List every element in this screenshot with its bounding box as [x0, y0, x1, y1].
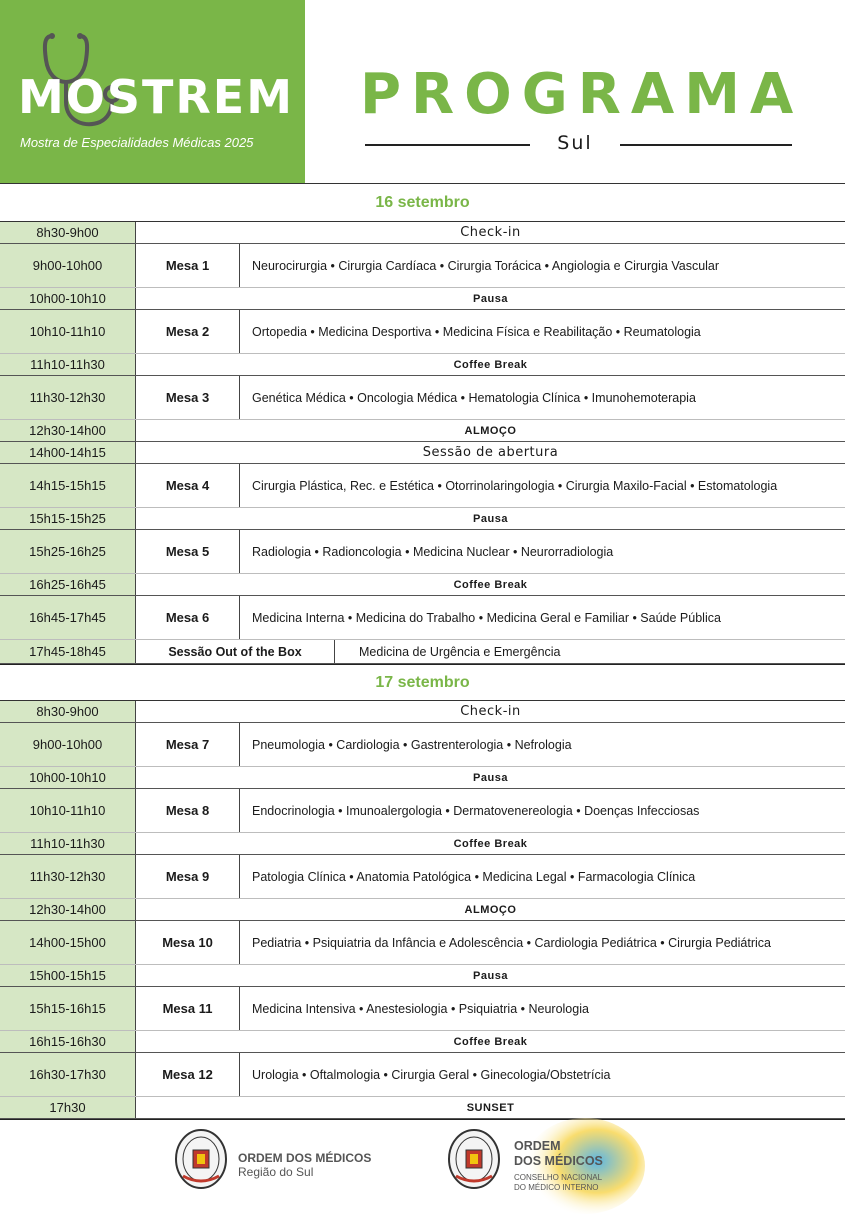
schedule-row	[0, 508, 845, 530]
schedule-row	[0, 701, 845, 723]
mesa-label: Mesa 1	[136, 244, 240, 287]
org2-name-line2: DOS MÉDICOS	[514, 1154, 603, 1168]
specialties-list: Patologia Clínica • Anatomia Patológica • Medicina Legal • Farmacologia Clínica	[252, 869, 696, 884]
time-cell: 8h30-9h00	[0, 701, 136, 722]
session-label: Check-in	[460, 704, 521, 719]
session-label: Pausa	[473, 969, 508, 982]
schedule-row	[0, 789, 845, 833]
specialties-list: Medicina Interna • Medicina do Trabalho • Medicina Geral e Familiar • Saúde Pública	[252, 610, 721, 625]
schedule-row	[0, 921, 845, 965]
time-cell: 16h30-17h30	[0, 1053, 136, 1096]
time-cell: 14h15-15h15	[0, 464, 136, 507]
time-cell: 15h25-16h25	[0, 530, 136, 573]
schedule-row	[0, 767, 845, 789]
org2-sub-line2: DO MÉDICO INTERNO	[514, 1183, 599, 1192]
org1-name: ORDEM DOS MÉDICOS	[238, 1151, 372, 1165]
time-cell: 15h15-16h15	[0, 987, 136, 1030]
time-cell: 17h45-18h45	[0, 640, 136, 663]
schedule-table	[0, 184, 845, 1120]
specialties-list: Medicina de Urgência e Emergência	[359, 644, 561, 659]
day-title: 16 setembro	[0, 184, 845, 222]
header	[0, 0, 849, 184]
session-label: ALMOÇO	[464, 424, 517, 437]
special-session-label: Sessão Out of the Box	[136, 640, 335, 663]
schedule-row	[0, 855, 845, 899]
schedule-row	[0, 530, 845, 574]
time-cell: 14h00-15h00	[0, 921, 136, 964]
mesa-label: Mesa 10	[136, 921, 240, 964]
time-cell: 12h30-14h00	[0, 420, 136, 441]
specialties-list: Neurocirurgia • Cirurgia Cardíaca • Cirurgia Torácica • Angiologia e Cirurgia Vascular	[252, 258, 720, 273]
mesa-label: Mesa 4	[136, 464, 240, 507]
time-cell: 9h00-10h00	[0, 244, 136, 287]
time-cell: 11h10-11h30	[0, 833, 136, 854]
logo-banner	[0, 0, 305, 184]
specialties-list: Pneumologia • Cardiologia • Gastrenterologia • Nefrologia	[252, 737, 572, 752]
schedule-row	[0, 723, 845, 767]
time-cell: 10h00-10h10	[0, 767, 136, 788]
session-label: Coffee Break	[453, 358, 528, 371]
title-rule-left	[365, 144, 530, 146]
specialties-list: Urologia • Oftalmologia • Cirurgia Geral • Ginecologia/Obstetrícia	[252, 1067, 611, 1082]
org2-name-line1: ORDEM	[514, 1139, 561, 1153]
ordem-seal-icon	[447, 1128, 501, 1190]
session-label: Pausa	[473, 512, 508, 525]
mesa-label: Mesa 6	[136, 596, 240, 639]
specialties-list: Ortopedia • Medicina Desportiva • Medicina Física e Reabilitação • Reumatologia	[252, 324, 701, 339]
schedule-row	[0, 354, 845, 376]
time-cell: 16h45-17h45	[0, 596, 136, 639]
title-rule-right	[620, 144, 792, 146]
logo-subtitle: Mostra de Especialidades Médicas 2025	[20, 135, 254, 150]
specialties-list: Radiologia • Radioncologia • Medicina Nuclear • Neurorradiologia	[252, 544, 614, 559]
schedule-row	[0, 376, 845, 420]
schedule-row	[0, 310, 845, 354]
org2-sub-line1: CONSELHO NACIONAL	[514, 1173, 603, 1182]
schedule-row	[0, 244, 845, 288]
time-cell: 10h10-11h10	[0, 310, 136, 353]
mesa-label: Mesa 3	[136, 376, 240, 419]
time-cell: 10h00-10h10	[0, 288, 136, 309]
session-label: Sessão de abertura	[422, 445, 559, 460]
session-label: Check-in	[460, 225, 521, 240]
schedule-row	[0, 987, 845, 1031]
schedule-row	[0, 222, 845, 244]
schedule-row	[0, 899, 845, 921]
time-cell: 9h00-10h00	[0, 723, 136, 766]
session-label: Pausa	[473, 771, 508, 784]
session-label: SUNSET	[466, 1101, 515, 1114]
specialties-list: Genética Médica • Oncologia Médica • Hematologia Clínica • Imunohemoterapia	[252, 390, 696, 405]
mesa-label: Mesa 2	[136, 310, 240, 353]
time-cell: 11h30-12h30	[0, 376, 136, 419]
org1-region: Região do Sul	[238, 1165, 314, 1179]
ordem-seal-icon	[174, 1128, 228, 1190]
schedule-row	[0, 1053, 845, 1097]
time-cell: 11h10-11h30	[0, 354, 136, 375]
mesa-label: Mesa 5	[136, 530, 240, 573]
time-cell: 8h30-9h00	[0, 222, 136, 243]
schedule-row	[0, 640, 845, 664]
logo-wordmark: MOSTREM	[18, 70, 295, 124]
time-cell: 16h15-16h30	[0, 1031, 136, 1052]
mesa-label: Mesa 12	[136, 1053, 240, 1096]
session-label: Pausa	[473, 292, 508, 305]
schedule-row	[0, 420, 845, 442]
day-title: 17 setembro	[0, 665, 845, 701]
schedule-row	[0, 596, 845, 640]
page-subtitle: Sul	[557, 132, 593, 154]
specialties-list: Cirurgia Plástica, Rec. e Estética • Otorrinolaringologia • Cirurgia Maxilo-Facial • Estomatologia	[252, 478, 778, 493]
specialties-list: Endocrinologia • Imunoalergologia • Dermatovenereologia • Doenças Infecciosas	[252, 803, 700, 818]
time-cell: 17h30	[0, 1097, 136, 1118]
time-cell: 11h30-12h30	[0, 855, 136, 898]
schedule-row	[0, 965, 845, 987]
session-label: Coffee Break	[453, 1035, 528, 1048]
specialties-list: Pediatria • Psiquiatria da Infância e Adolescência • Cardiologia Pediátrica • Cirurgia Pediátrica	[252, 935, 771, 950]
page-title: PROGRAMA	[360, 62, 804, 127]
session-label: Coffee Break	[453, 837, 528, 850]
session-label: Coffee Break	[453, 578, 528, 591]
mesa-label: Mesa 9	[136, 855, 240, 898]
schedule-row	[0, 464, 845, 508]
time-cell: 16h25-16h45	[0, 574, 136, 595]
schedule-row	[0, 1031, 845, 1053]
footer	[0, 1110, 849, 1215]
schedule-row	[0, 442, 845, 464]
time-cell: 15h00-15h15	[0, 965, 136, 986]
specialties-list: Medicina Intensiva • Anestesiologia • Psiquiatria • Neurologia	[252, 1001, 589, 1016]
time-cell: 15h15-15h25	[0, 508, 136, 529]
time-cell: 12h30-14h00	[0, 899, 136, 920]
time-cell: 14h00-14h15	[0, 442, 136, 463]
session-label: ALMOÇO	[464, 903, 517, 916]
schedule-row	[0, 574, 845, 596]
mesa-label: Mesa 7	[136, 723, 240, 766]
mesa-label: Mesa 8	[136, 789, 240, 832]
time-cell: 10h10-11h10	[0, 789, 136, 832]
schedule-row	[0, 288, 845, 310]
mesa-label: Mesa 11	[136, 987, 240, 1030]
schedule-row	[0, 833, 845, 855]
